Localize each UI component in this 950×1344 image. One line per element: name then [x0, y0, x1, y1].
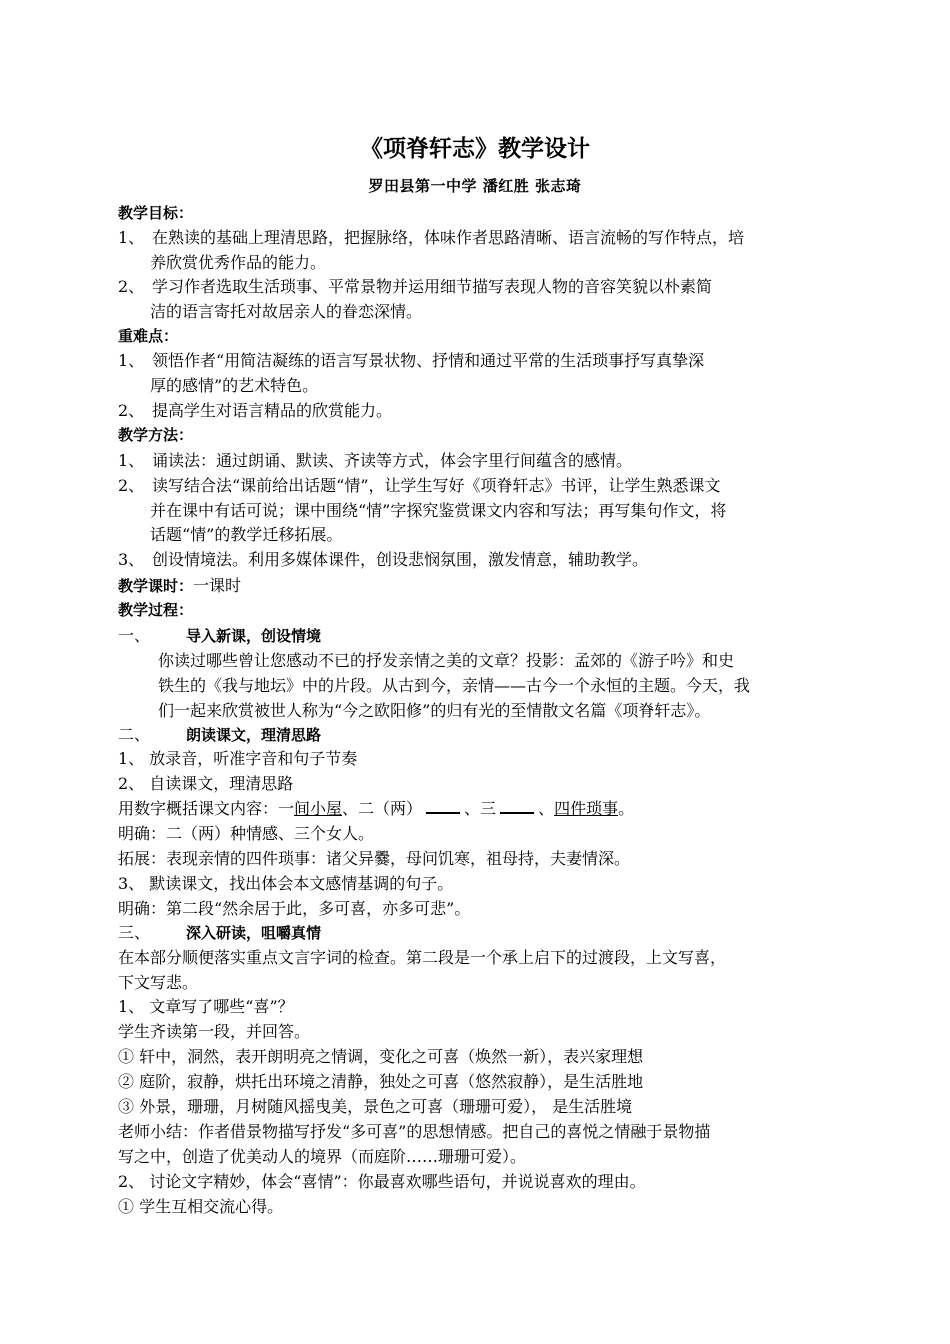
- paragraph-line: 下文写悲。: [118, 973, 199, 992]
- paragraph-line: 明确：第二段“然余居于此，多可喜，亦多可悲”。: [118, 899, 471, 918]
- section-heading-hours: 教学课时：: [118, 577, 194, 595]
- list-text: 领悟作者“用简洁凝练的语言写景状物、抒情和通过平常的生活琐事抒写真挚深: [152, 351, 705, 370]
- step-title: 深入研读，咀嚼真情: [186, 924, 322, 942]
- section-heading-methods: 教学方法：: [118, 426, 194, 444]
- goal-item-1-continuation: 养欣赏优秀作品的能力。: [150, 253, 327, 272]
- paragraph-line: 写之中，创造了优美动人的境界（而庭阶……珊珊可爱）。: [118, 1147, 527, 1166]
- method-item-2: [118, 473, 834, 498]
- goal-item-2: [118, 274, 834, 299]
- step-heading-2: [118, 722, 834, 748]
- paragraph-line: 明确：二（两）种情感、三个女人。: [118, 824, 375, 843]
- fill-blank: [426, 797, 460, 814]
- list-text: 读写结合法“课前给出话题“情”，让学生写好《项脊轩志》书评，让学生熟悉课文: [152, 476, 721, 495]
- list-item: 1、 文章写了哪些“喜”？: [118, 997, 294, 1016]
- list-number: 2、: [118, 277, 145, 296]
- page-title: 《项脊轩志》教学设计: [360, 136, 590, 162]
- teaching-hours: [118, 573, 834, 599]
- summary-text: 、二（两）: [342, 799, 423, 818]
- section-heading-key-points: 重难点：: [118, 327, 179, 345]
- list-number: 1、: [118, 351, 145, 370]
- goal-item-2-continuation: 洁的语言寄托对故居亲人的眷恋深情。: [150, 302, 423, 321]
- list-item: ① 轩中，洞然，表开朗明亮之情调，变化之可喜（焕然一新），表兴家理想: [118, 1047, 644, 1066]
- step-number: 二、: [118, 725, 151, 744]
- step-heading-3: [118, 920, 834, 946]
- list-number: 3、: [118, 550, 145, 569]
- method-item-1: [118, 448, 834, 473]
- list-number: 2、: [118, 476, 145, 495]
- step-heading-1: [118, 623, 834, 649]
- list-text: 学习作者选取生活琐事、平常景物并运用细节描写表现人物的音容笑貌以朴素简: [152, 277, 713, 296]
- list-number: 2、: [118, 401, 145, 420]
- section-heading-goals: 教学目标：: [118, 204, 194, 222]
- list-item: ③ 外景，珊珊，月树随风摇曳美，景色之可喜（珊珊可爱）， 是生活胜境: [118, 1097, 633, 1116]
- paragraph-line: 们一起来欣赏被世人称为“今之欧阳修”的归有光的至情散文名篇《项脊轩志》。: [158, 701, 711, 720]
- list-number: 1、: [118, 451, 145, 470]
- list-item: ② 庭阶，寂静，烘托出环境之清静，独处之可喜（悠然寂静），是生活胜地: [118, 1072, 644, 1091]
- list-number: 1、: [118, 228, 145, 247]
- step-title: 导入新课，创设情境: [186, 627, 322, 645]
- underlined-text: 间小屋: [294, 799, 343, 818]
- summary-line: [118, 796, 834, 821]
- list-text: 在熟读的基础上理清思路，把握脉络，体味作者思路清晰、语言流畅的写作特点，培: [152, 228, 745, 247]
- list-text: 诵读法：通过朗诵、默读、齐读等方式，体会字里行间蕴含的感情。: [152, 451, 633, 470]
- list-item: 3、 默读课文，找出体会本文感情基调的句子。: [118, 874, 454, 893]
- step-number: 三、: [118, 923, 151, 942]
- method-item-3: [118, 547, 834, 572]
- method-item-2-continuation: 话题“情”的教学迁移拓展。: [150, 525, 343, 544]
- summary-text: 用数字概括课文内容：一: [118, 799, 295, 818]
- key-item-2: [118, 398, 834, 423]
- author-line: 罗田县第一中学 潘红胜 张志琦: [368, 177, 582, 195]
- section-heading-process: 教学过程：: [118, 601, 194, 619]
- key-item-1: [118, 348, 834, 373]
- goal-item-1: [118, 225, 834, 250]
- fill-blank: [500, 797, 534, 814]
- list-item: ① 学生互相交流心得。: [118, 1197, 284, 1216]
- hours-value: 一课时: [193, 576, 242, 595]
- summary-text: 。: [618, 799, 635, 818]
- step-title: 朗读课文，理清思路: [186, 726, 322, 744]
- underlined-text: 四件琐事: [554, 799, 619, 818]
- paragraph-line: 拓展：表现亲情的四件琐事：诸父异爨，母问饥寒，祖母持，夫妻情深。: [118, 849, 631, 868]
- key-item-1-continuation: 厚的感情”的艺术特色。: [150, 376, 319, 395]
- paragraph-line: 在本部分顺便落实重点文言字词的检查。第二段是一个承上启下的过渡段，上文写喜，: [118, 948, 727, 967]
- paragraph-line: 你读过哪些曾让您感动不已的抒发亲情之美的文章？投影：孟郊的《游子吟》和史: [158, 651, 735, 670]
- summary-text: 、: [538, 799, 555, 818]
- paragraph-line: 老师小结：作者借景物描写抒发“多可喜”的思想情感。把自己的喜悦之情融于景物描: [118, 1122, 711, 1141]
- list-item: 1、 放录音，听准字音和句子节奏: [118, 749, 358, 768]
- summary-text: 、三: [464, 799, 497, 818]
- paragraph-line: 学生齐读第一段，并回答。: [118, 1022, 311, 1041]
- step-number: 一、: [118, 626, 151, 645]
- method-item-2-continuation: 并在课中有话可说；课中围绕“情”字探究鉴赏课文内容和写法；再写集句作文，将: [150, 501, 727, 520]
- list-text: 创设情境法。利用多媒体课件，创设悲悯氛围，激发情意，辅助教学。: [152, 550, 649, 569]
- list-item: 2、 讨论文字精妙，体会“喜情”：你最喜欢哪些语句，并说说喜欢的理由。: [118, 1172, 646, 1191]
- paragraph-line: 铁生的《我与地坛》中的片段。从古到今，亲情——古今一个永恒的主题。今天，我: [158, 676, 751, 695]
- list-item: 2、 自读课文，理清思路: [118, 774, 294, 793]
- list-text: 提高学生对语言精品的欣赏能力。: [152, 401, 393, 420]
